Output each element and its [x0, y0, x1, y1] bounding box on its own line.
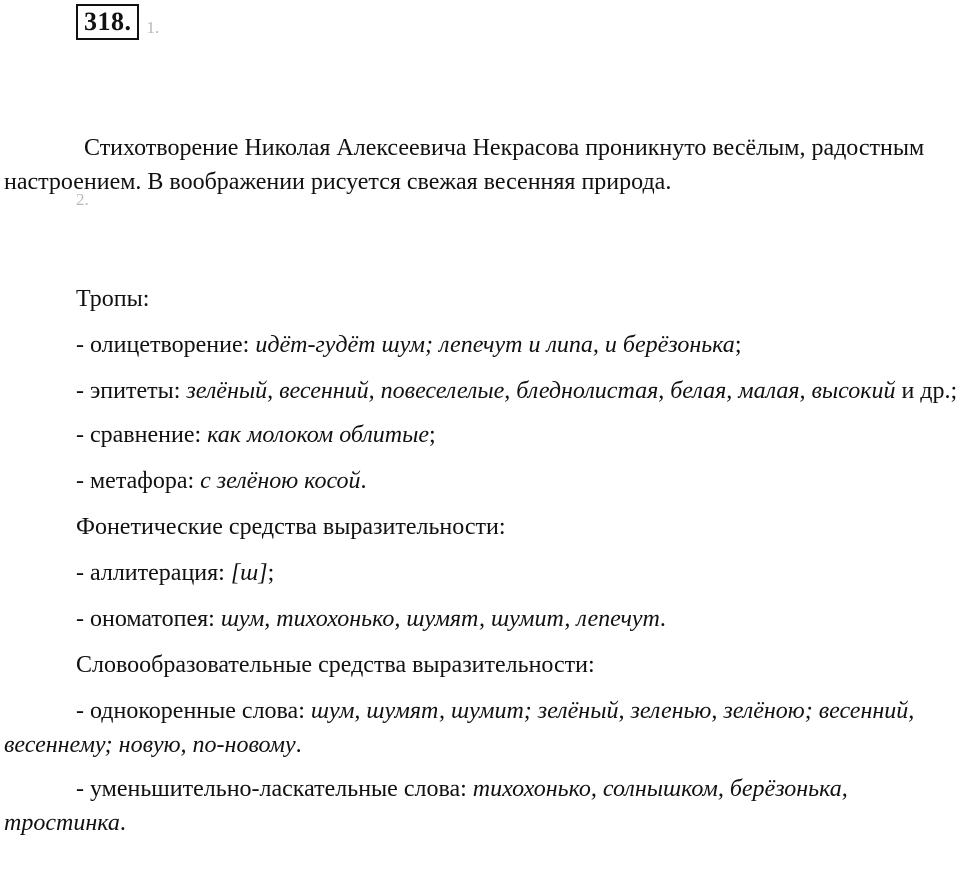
item-end: и др.; [895, 378, 958, 404]
item-label: - однокоренные слова: [76, 698, 311, 724]
part-2-label: 2. [76, 190, 89, 209]
exercise-header [76, 4, 159, 40]
item-label: - ономатопея: [76, 606, 221, 632]
wordformation-heading: Словообразовательные средства выразительности: [76, 652, 595, 678]
item-examples: [ш] [230, 560, 268, 586]
item-end: . [295, 732, 302, 758]
item-label: - сравнение: [76, 422, 208, 448]
item-examples: как молоком облитые [207, 422, 430, 448]
item-examples: зелёный, весенний, повеселелые, бледнолистая, белая, малая, высокий [186, 378, 896, 404]
part-1-label: 1. [146, 18, 160, 37]
item-end: ; [429, 422, 436, 448]
item-end: . [659, 606, 666, 632]
answer-body [4, 282, 958, 850]
item-label: - метафора: [76, 468, 201, 494]
item-examples: тихохонько, солнышком, берёзонька, тростинка [4, 776, 848, 836]
exercise-number: 318. [76, 4, 139, 40]
item-end: . [119, 810, 126, 836]
item-examples: шум, тихохонько, шумят, шумит, лепечут [220, 606, 660, 632]
diminutives-item [4, 772, 958, 840]
epithets-item [4, 374, 958, 408]
item-end: ; [734, 332, 742, 358]
item-label: - олицетворение: [76, 332, 256, 358]
item-label: - уменьшительно-ласкательные слова: [76, 776, 473, 802]
alliteration-item [4, 556, 958, 590]
comparison-item [4, 418, 958, 452]
item-examples: шум, шумят, шумит; зелёный, зеленью, зелёною; весенний, весеннему; новую, по-новому [4, 698, 915, 758]
personification-item [4, 328, 958, 362]
phonetic-heading: Фонетические средства выразительности: [76, 514, 506, 540]
item-examples: с зелёною косой [200, 468, 361, 494]
intro-paragraph: Стихотворение Николая Алексеевича Некрасова проникнуто весёлым, радостным настроением. В воображении рисуется свежая весенняя природа. [4, 135, 925, 195]
cognates-item [4, 694, 958, 762]
item-label: - эпитеты: [76, 378, 187, 404]
onomatopoeia-item [4, 602, 958, 636]
item-end: . [360, 468, 367, 494]
metaphor-item [4, 464, 958, 498]
item-examples: идёт-гудёт шум; лепечут и липа, и берёзонька [255, 332, 735, 358]
item-label: - аллитерация: [76, 560, 231, 586]
tropes-heading: Тропы: [76, 286, 150, 312]
item-end: ; [267, 560, 275, 586]
